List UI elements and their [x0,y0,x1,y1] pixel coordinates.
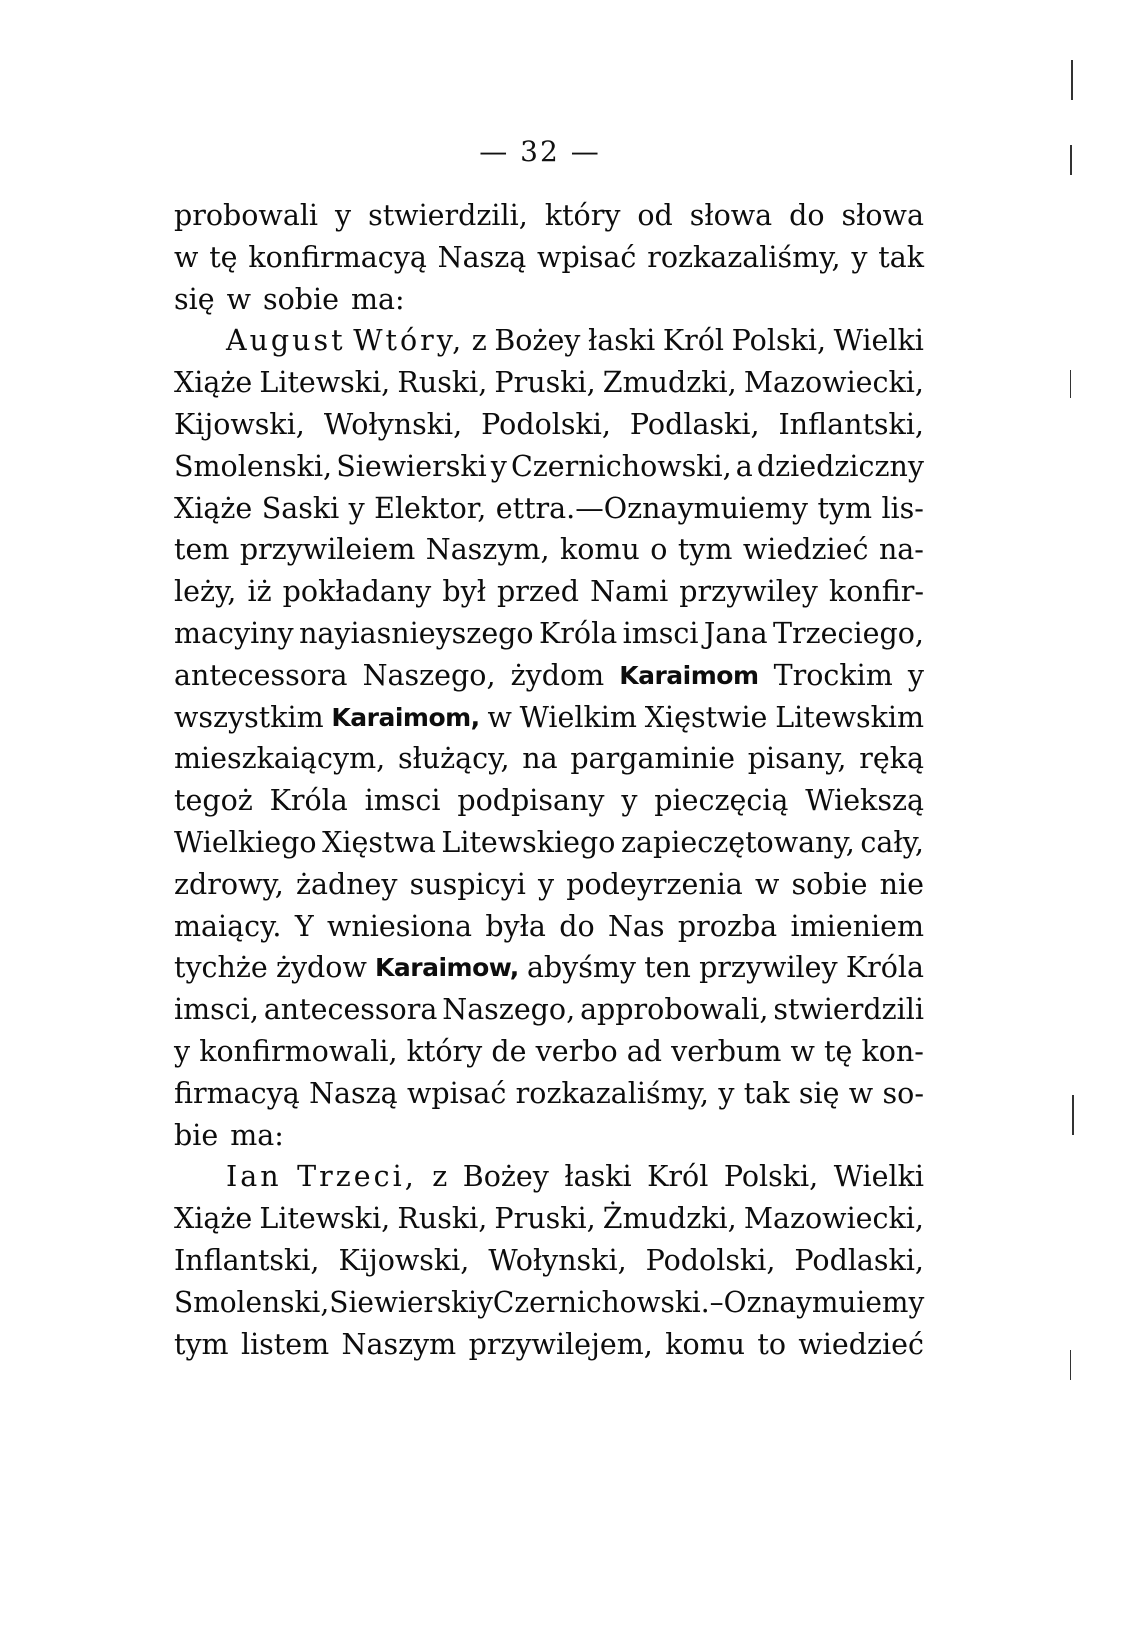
word: Pruski, [494,1202,596,1236]
text-line [174,906,924,948]
word: tak [878,240,924,274]
text-line [174,404,924,446]
word: abyśmy [526,951,637,985]
text-line [174,195,924,237]
word: Wielkim [519,700,637,734]
word: Karaimom, [331,702,480,732]
word: służący, [397,742,510,776]
word: Króla [845,951,924,985]
word: tę [209,240,238,274]
word: słowa [841,199,924,232]
word: Ruski, [397,1202,488,1236]
word: Wtóry, [353,324,465,358]
word: Naszą [309,1076,398,1110]
word: pokładany [282,575,432,609]
word: się [798,1076,840,1110]
word: y [621,784,638,818]
text-line [174,697,924,739]
word: była [485,909,546,943]
word: Trzeciego, [773,616,924,650]
text-line [174,320,924,362]
word: Wielki [833,1160,924,1194]
word: Litewski, [259,1202,391,1236]
scan-edge-mark [1070,1350,1071,1380]
word: który [544,199,621,232]
word: Jana [703,616,768,650]
word: przywileiem [239,533,416,567]
word: w [790,1034,815,1068]
word: Czernichowski, [510,449,732,483]
word: żadney [295,867,398,901]
word: verbum [671,1034,782,1068]
word: imsci [622,616,699,650]
word: y [490,449,507,483]
word: Smolenski, [174,449,333,483]
text-line [174,822,924,864]
word: Bożey [462,1160,549,1194]
word: łaski [588,324,656,358]
text-line [174,989,924,1031]
scan-edge-mark [1072,1095,1074,1135]
word: w [848,1076,874,1110]
word: ettra.—Oznaymuiemy [495,491,809,525]
word: komu [665,1327,746,1361]
word: Xiąże [174,491,253,525]
word: Podlaski, [629,407,760,441]
word: imsci, [174,993,259,1027]
word: rozkazaliśmy, [515,1076,709,1110]
word: a [735,449,753,483]
word: sobie [263,282,340,316]
word: iż [247,575,272,609]
word: tym [174,1327,229,1361]
word: Żmudzki, [602,1202,737,1236]
word: który [406,1034,483,1068]
word: ten [644,951,691,985]
word: Kijowski, [174,407,305,441]
word: tem [174,533,230,567]
word: de [491,1034,527,1068]
scan-edge-mark [1070,370,1071,398]
word: z [471,324,487,358]
scan-edge-mark [1070,145,1072,175]
word: przed [497,575,580,609]
word: Nas [607,909,665,943]
word: zapieczętowany, [621,825,855,859]
word: przywilejem, [468,1327,653,1361]
word: Naszą [437,240,527,274]
word: wiedzieć [798,1327,924,1361]
word: pieczęcią [654,784,789,818]
word: na [522,742,558,776]
word: Czernichowski.–Oznaymuiemy [492,1285,925,1319]
word: prozba [677,909,778,943]
text-line [174,488,924,530]
word: tym [817,491,873,525]
text-line [174,1156,924,1198]
word: Saski [261,491,340,525]
word: w [754,867,780,901]
text-line [174,947,924,989]
word: Polski, [723,1160,819,1194]
word: y [718,1076,735,1110]
text-line [174,1198,924,1240]
word: Inflantski, [778,407,924,441]
word: do [789,199,825,232]
word: przywiley [699,951,838,985]
word: wszystkim [174,700,324,734]
word: stwierdzili [773,993,924,1027]
word: lis- [881,491,924,525]
word: tym [677,533,733,567]
word: Wołynski, [323,407,463,441]
word: so- [882,1076,924,1110]
word: Król [662,324,725,358]
word: macyiny [174,616,294,650]
word: to [757,1327,786,1361]
word: konfirmacyą [248,240,427,274]
word: ma: [230,1118,284,1152]
word: Wielkiego [174,825,317,859]
word: Karaimow, [375,953,519,983]
word: Naszym [341,1327,457,1361]
word: podpisany [457,784,605,818]
text-line [174,655,924,697]
word: antecessora [174,658,348,692]
word: mieszkaiącym, [174,742,386,776]
page-number: — 32 — [479,135,601,168]
word: Xięstwie [644,700,768,734]
text-line [174,864,924,906]
word: był [442,575,486,609]
word: Naszego, [442,993,576,1027]
body-text [174,195,924,1365]
word: sobie [791,867,868,901]
word: maiący. [174,909,282,943]
word: cały, [860,825,924,859]
word: ma: [351,282,405,316]
word: Król [647,1160,709,1194]
word: od [637,199,673,232]
word: Siewierski [336,449,487,483]
word: Naszym, [425,533,550,567]
word: bie [174,1118,219,1152]
word: Wielki [833,324,924,358]
word: wniesiona [326,909,472,943]
word: Naszego, [362,658,496,692]
word: zdrowy, [174,867,284,901]
word: Króla [269,784,348,818]
word: ręką [859,742,924,776]
word: Y [294,909,314,943]
word: pisany, [747,742,847,776]
word: Wiekszą [805,784,924,818]
word: suspicyi [409,867,526,901]
text-line [174,738,924,780]
word: Trockim [773,658,893,692]
word: ad [626,1034,662,1068]
word: Wołynski, [488,1243,627,1277]
word: żydow [275,951,367,985]
word: Trzeci, [297,1160,417,1194]
text-line [174,571,924,613]
word: pargaminie [570,742,735,776]
word: Smolenski, [174,1285,330,1319]
text-line [174,279,924,321]
word: rozkazaliśmy, [647,240,841,274]
word: Litewskiego [441,825,616,859]
word: tegoż [174,784,253,818]
word: przywiley [679,575,818,609]
word: y [335,199,352,232]
word: dziedziczny [756,449,924,483]
word: verbo [535,1034,618,1068]
word: Zmudzki, [602,366,737,400]
word: Bożey [494,324,581,358]
word: Podlaski, [794,1243,924,1277]
word: tak [743,1076,790,1110]
scan-edge-mark [1071,60,1073,100]
word: antecessora [263,993,438,1027]
word: w [487,700,512,734]
text-line [174,1282,925,1324]
text-line [174,362,924,404]
word: Ruski, [397,366,488,400]
word: y [348,491,365,525]
word: Karaimom [619,660,759,690]
word: imieniem [790,909,924,943]
word: na- [878,533,924,567]
text-line [174,1073,924,1115]
text-line [174,613,924,655]
word: nie [879,867,924,901]
text-line [174,237,924,279]
word: y [477,1285,493,1319]
text-line [174,780,924,822]
word: Nami [590,575,669,609]
word: o [650,533,668,567]
word: wpisać [537,240,637,274]
word: tę [824,1034,853,1068]
word: Polski, [731,324,827,358]
word: approbowali, [580,993,769,1027]
word: wiedzieć [742,533,869,567]
word: y [537,867,555,901]
text-line [174,1324,924,1366]
text-line [174,446,924,488]
word: listem [240,1327,330,1361]
word: do [559,909,595,943]
word: Siewierski [329,1285,478,1319]
text-line [174,1031,924,1073]
word: y [174,1034,191,1068]
text-line [174,1240,924,1282]
word: August [226,324,346,358]
word: się [174,282,215,316]
word: żydom [510,658,605,692]
word: łaski [564,1160,632,1194]
word: y [851,240,868,274]
word: Mazowiecki, [743,366,924,400]
word: Króla [539,616,618,650]
word: z [432,1160,448,1194]
word: Elektor, [374,491,487,525]
word: firmacyą [174,1076,300,1110]
word: imsci [364,784,441,818]
word: Podolski, [481,407,611,441]
word: w [226,282,252,316]
text-line [174,529,924,571]
word: komu [559,533,640,567]
word: konfir- [828,575,924,609]
word: Xiąże [174,1202,253,1236]
word: y [907,658,924,692]
word: tychże [174,951,268,985]
word: kon- [861,1034,924,1068]
word: wpisać [406,1076,507,1110]
word: Xiąże [174,366,253,400]
word: Podolski, [645,1243,776,1277]
word: Xięstwa [322,825,436,859]
word: probowali [174,199,319,232]
word: podeyrzenia [566,867,743,901]
word: Pruski, [494,366,596,400]
word: Litewski, [259,366,391,400]
word: w [174,240,199,274]
word: Inflantski, [174,1243,320,1277]
text-line [174,1115,924,1157]
word: nayiasnieyszego [299,616,534,650]
word: leży, [174,575,237,609]
word: Litewskim [775,700,924,734]
word: Mazowiecki, [743,1202,924,1236]
word: stwierdzili, [368,199,528,232]
word: konfirmowali, [199,1034,398,1068]
word: Kijowski, [338,1243,470,1277]
word: słowa [689,199,773,232]
word: Ian [226,1160,282,1194]
